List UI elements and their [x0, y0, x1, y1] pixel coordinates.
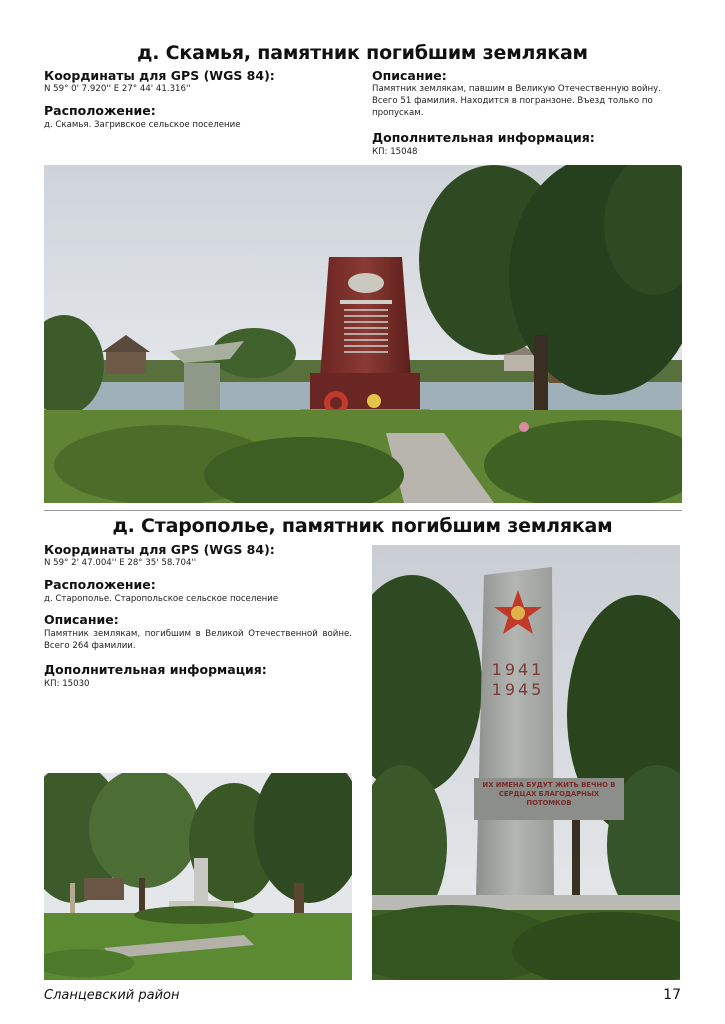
section2-park-photo [44, 773, 352, 980]
section2-description-heading: Описание: [44, 612, 119, 627]
stele-photo-illustration [372, 545, 680, 980]
section2-stele-photo [372, 545, 680, 980]
stele-year-top: 1941 [491, 660, 545, 679]
section-divider [44, 510, 682, 511]
stele-year-bottom: 1945 [491, 680, 545, 699]
section2-description-value: Памятник землякам, погибшим в Великой Отечественной войне. Всего 264 фамилии. [44, 629, 352, 651]
section1-description-heading: Описание: [372, 68, 447, 83]
footer-region: Сланцевский район [44, 988, 180, 1003]
section1-extra-value: КП: 15048 [372, 147, 418, 157]
section2-title: д. Старополье, памятник погибшим землякам [112, 515, 613, 537]
section1-title: д. Скамья, памятник погибшим землякам [137, 42, 588, 64]
section2-extra-heading: Дополнительная информация: [44, 662, 267, 677]
section1-monument-photo [44, 165, 682, 503]
section2-gps-heading: Координаты для GPS (WGS 84): [44, 542, 275, 557]
section1-extra-heading: Дополнительная информация: [372, 130, 595, 145]
section2-gps-value: N 59° 2' 47.004'' E 28° 35' 58.704'' [44, 558, 197, 568]
section2-location-value: д. Старополье. Старопольское сельское поселение [44, 594, 279, 604]
section1-location-heading: Расположение: [44, 103, 156, 118]
park-photo-illustration [44, 773, 352, 980]
section1-gps-value: N 59° 0' 7.920'' E 27° 44' 41.316'' [44, 84, 191, 94]
section1-location-value: д. Скамья. Загривское сельское поселение [44, 120, 241, 130]
section2-extra-value: КП: 15030 [44, 679, 90, 689]
section1-gps-heading: Координаты для GPS (WGS 84): [44, 68, 275, 83]
monument-photo-illustration [44, 165, 682, 503]
page-number: 17 [663, 987, 681, 1003]
stele-plaque-text: ИХ ИМЕНА БУДУТ ЖИТЬ ВЕЧНО В СЕРДЦАХ БЛАГОДАРНЫХ ПОТОМКОВ [482, 781, 616, 807]
section1-description-value: Памятник землякам, павшим в Великую Отечественную войну. Всего 51 фамилия. Находится в погранзоне. Въезд только по пропускам. [372, 84, 661, 118]
section2-location-heading: Расположение: [44, 577, 156, 592]
